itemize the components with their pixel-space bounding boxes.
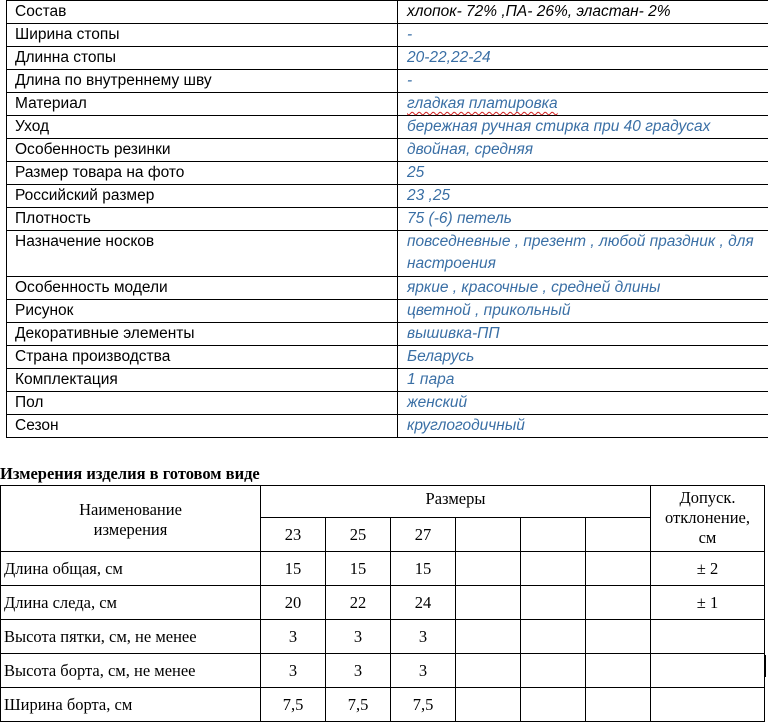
- measure-tolerance: [651, 620, 765, 654]
- measure-value: 3: [261, 654, 326, 688]
- table-row: [1, 654, 765, 688]
- measure-value: 24: [391, 586, 456, 620]
- measure-value: 15: [326, 552, 391, 586]
- header-tolerance-line3: см: [698, 528, 717, 547]
- empty-cell: [456, 518, 521, 552]
- spec-label: Материал: [7, 93, 398, 116]
- empty-cell: [521, 654, 586, 688]
- measure-value: 3: [391, 620, 456, 654]
- spec-label: Длинна стопы: [7, 47, 398, 70]
- spec-value: 25: [398, 162, 768, 185]
- spec-value: -: [398, 24, 768, 47]
- spec-value: вышивка-ПП: [398, 323, 768, 346]
- spec-row: [7, 369, 768, 392]
- header-sizes: Размеры: [261, 486, 651, 518]
- table-row: [1, 552, 765, 586]
- spec-row: [7, 116, 768, 139]
- spec-label: Плотность: [7, 208, 398, 231]
- empty-cell: [456, 654, 521, 688]
- spec-value: цветной , прикольный: [398, 300, 768, 323]
- empty-cell: [586, 518, 651, 552]
- spec-value: двойная, средняя: [398, 139, 768, 162]
- spec-value: 23 ,25: [398, 185, 768, 208]
- spec-label: Особенность резинки: [7, 139, 398, 162]
- spec-label: Уход: [7, 116, 398, 139]
- spec-value: 1 пара: [398, 369, 768, 392]
- spec-row: [7, 139, 768, 162]
- spec-label: Особенность модели: [7, 277, 398, 300]
- spec-row: [7, 346, 768, 369]
- empty-cell: [586, 688, 651, 722]
- spec-value: Беларусь: [398, 346, 768, 369]
- empty-cell: [456, 586, 521, 620]
- spec-value: 75 (-6) петель: [398, 208, 768, 231]
- spec-label: Пол: [7, 392, 398, 415]
- header-tolerance-cell: [651, 486, 765, 552]
- spec-value: повседневные , презент , любой праздник , для настроения: [398, 231, 768, 277]
- spec-label: Российский размер: [7, 185, 398, 208]
- empty-cell: [456, 688, 521, 722]
- spec-label: Сезон: [7, 415, 398, 438]
- spec-row: [7, 277, 768, 300]
- measure-value: 7,5: [391, 688, 456, 722]
- measurements-header-row: [1, 486, 765, 518]
- spec-label: Страна производства: [7, 346, 398, 369]
- measure-name: Длина следа, см: [1, 586, 261, 620]
- measure-value: 7,5: [261, 688, 326, 722]
- spec-row: [7, 24, 768, 47]
- empty-cell: [586, 552, 651, 586]
- spec-value: яркие , красочные , средней длины: [398, 277, 768, 300]
- size-header: 23: [261, 518, 326, 552]
- spec-row: [7, 208, 768, 231]
- table-row: [1, 620, 765, 654]
- empty-cell: [456, 552, 521, 586]
- empty-cell: [456, 620, 521, 654]
- empty-cell: [521, 620, 586, 654]
- spec-value: 20-22,22-24: [398, 47, 768, 70]
- spec-label: Комплектация: [7, 369, 398, 392]
- spec-value: -: [398, 70, 768, 93]
- measurements-title: Измерения изделия в готовом виде: [0, 464, 260, 483]
- header-tolerance-line2: отклонение,: [664, 508, 750, 527]
- spec-value: [398, 1, 768, 24]
- measure-name: Высота пятки, см, не менее: [1, 620, 261, 654]
- spec-row: [7, 93, 768, 116]
- spec-label: Назначение носков: [7, 231, 398, 277]
- measure-tolerance: [651, 688, 765, 722]
- measure-name: Ширина борта, см: [1, 688, 261, 722]
- measure-value: 7,5: [326, 688, 391, 722]
- spec-label: Рисунок: [7, 300, 398, 323]
- measure-value: 3: [326, 620, 391, 654]
- spec-row: [7, 162, 768, 185]
- spec-value-text: гладкая платировка: [407, 95, 558, 112]
- measure-tolerance: [651, 654, 765, 688]
- spec-row: [7, 323, 768, 346]
- spec-value: круглогодичный: [398, 415, 768, 438]
- measure-value: 20: [261, 586, 326, 620]
- table-row: [1, 688, 765, 722]
- spec-row: [7, 231, 768, 277]
- spec-row: [7, 185, 768, 208]
- table-row: [1, 586, 765, 620]
- empty-cell: [521, 552, 586, 586]
- measure-value: 15: [261, 552, 326, 586]
- spec-label: Длина по внутреннему шву: [7, 70, 398, 93]
- header-name-cell: [1, 486, 261, 552]
- empty-cell: [521, 688, 586, 722]
- measure-value: 22: [326, 586, 391, 620]
- spec-label: Размер товара на фото: [7, 162, 398, 185]
- spec-label: Состав: [7, 1, 398, 24]
- measure-value: 15: [391, 552, 456, 586]
- spec-value-text: хлопок- 72% ,ПА- 26%, эластан- 2%: [407, 3, 671, 20]
- measure-value: 3: [261, 620, 326, 654]
- header-tolerance-line1: Допуск.: [679, 488, 736, 507]
- measure-name: Высота борта, см, не менее: [1, 654, 261, 688]
- size-header: 25: [326, 518, 391, 552]
- measure-tolerance: ± 2: [651, 552, 765, 586]
- spec-row: [7, 70, 768, 93]
- header-name-line2: измерения: [93, 520, 168, 539]
- size-header: 27: [391, 518, 456, 552]
- spec-row: [7, 300, 768, 323]
- spec-label: Декоративные элементы: [7, 323, 398, 346]
- empty-cell: [521, 518, 586, 552]
- empty-cell: [586, 654, 651, 688]
- spec-row: [7, 415, 768, 438]
- empty-cell: [586, 586, 651, 620]
- spec-label: Ширина стопы: [7, 24, 398, 47]
- spec-row: [7, 392, 768, 415]
- product-spec-table: [6, 0, 768, 438]
- spec-value: [398, 93, 768, 116]
- empty-cell: [521, 586, 586, 620]
- spec-value: женский: [398, 392, 768, 415]
- text-cursor: [764, 655, 766, 677]
- empty-cell: [586, 620, 651, 654]
- spec-value: бережная ручная стирка при 40 градусах: [398, 116, 768, 139]
- measure-name: Длина общая, см: [1, 552, 261, 586]
- header-name-line1: Наименование: [79, 500, 182, 519]
- measurements-table: [0, 485, 765, 722]
- measure-value: 3: [326, 654, 391, 688]
- measure-tolerance: ± 1: [651, 586, 765, 620]
- measure-value: 3: [391, 654, 456, 688]
- spec-row: [7, 47, 768, 70]
- spec-row: [7, 1, 768, 24]
